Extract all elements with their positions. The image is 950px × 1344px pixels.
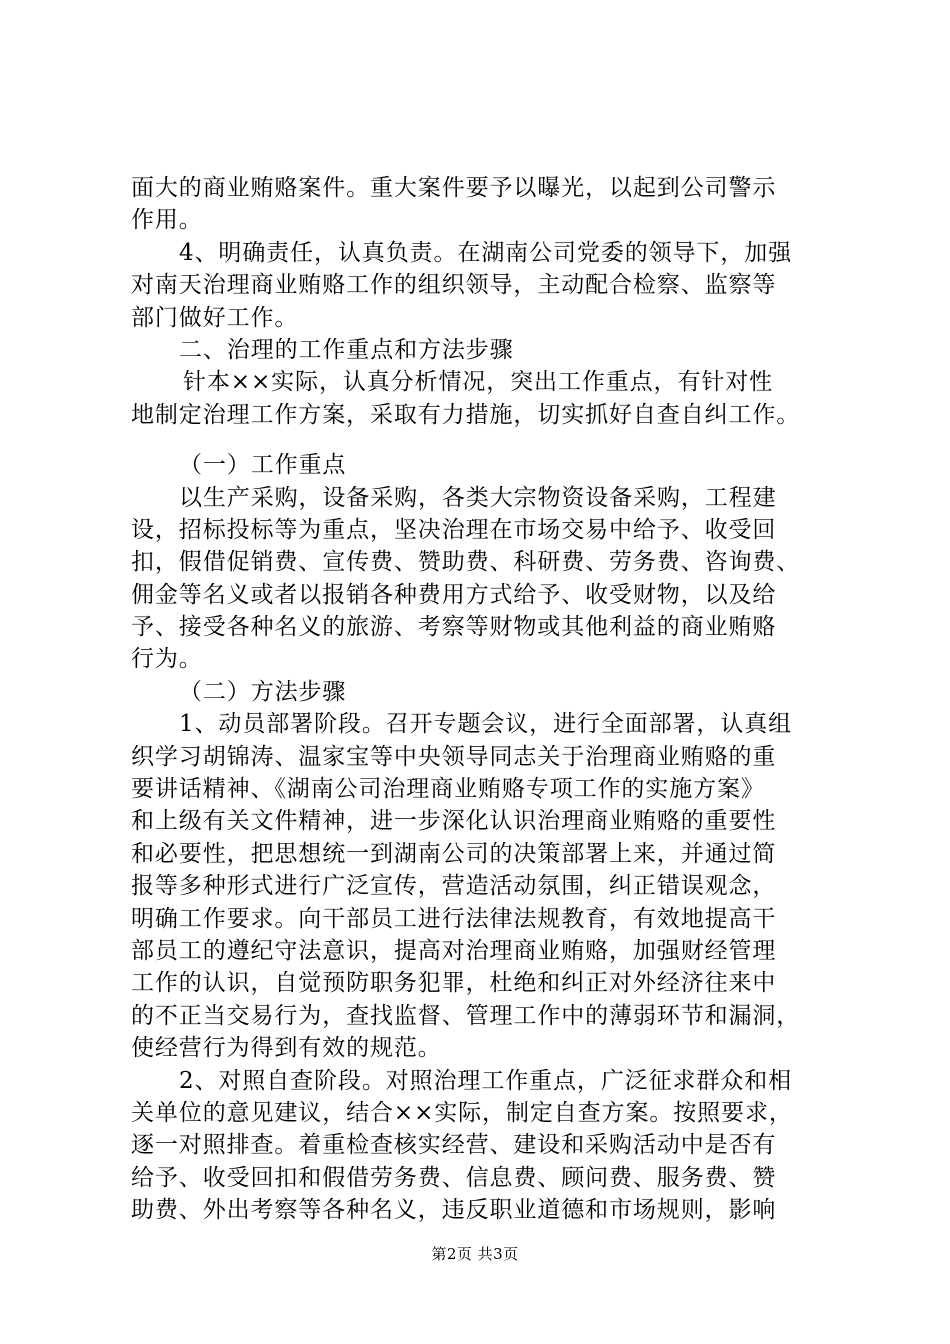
text-line: 行为。 — [131, 646, 203, 673]
text-line: 织学习胡锦涛、温家宝等中央领导同志关于治理商业贿赂的重 — [131, 743, 777, 770]
text-line: 工作的认识，自觉预防职务犯罪，杜绝和纠正对外经济往来中 — [131, 970, 777, 997]
page-footer: 第2页 共3页 — [431, 1245, 519, 1263]
text-line: 1、动员部署阶段。召开专题会议，进行全面部署，认真组 — [179, 711, 793, 738]
paragraph-gap — [131, 431, 831, 449]
text-line: 地制定治理工作方案，采取有力措施，切实抓好自查自纠工作。 — [131, 401, 801, 428]
text-line: 2、对照自查阶段。对照治理工作重点，广泛征求群众和相 — [179, 1067, 793, 1094]
document-body — [131, 172, 831, 1227]
text-line: 予、接受各种名义的旅游、考察等财物或其他利益的商业贿赂 — [131, 614, 777, 641]
text-line: 要讲话精神、《湖南公司治理商业贿赂专项工作的实施方案》 — [131, 776, 765, 803]
text-line: 佣金等名义或者以报销各种费用方式给予、收受财物，以及给 — [131, 581, 777, 608]
text-line: 的不正当交易行为，查找监督、管理工作中的薄弱环节和漏洞， — [131, 1002, 801, 1029]
text-line: 面大的商业贿赂案件。重大案件要予以曝光，以起到公司警示 — [131, 175, 777, 201]
text-line: 助费、外出考察等各种名义，违反职业道德和市场规则，影响 — [131, 1197, 777, 1224]
text-line: 报等多种形式进行广泛宣传，营造活动氛围，纠正错误观念， — [131, 873, 777, 900]
text-line: 使经营行为得到有效的规范。 — [131, 1035, 442, 1062]
text-line: 和必要性，把思想统一到湖南公司的决策部署上来，并通过简 — [131, 840, 777, 867]
text-line: 设，招标投标等为重点，坚决治理在市场交易中给予、收受回 — [131, 516, 777, 543]
text-line: 逐一对照排查。着重检查核实经营、建设和采购活动中是否有 — [131, 1132, 777, 1159]
text-line: 对南天治理商业贿赂工作的组织领导，主动配合检察、监察等 — [131, 272, 777, 299]
text-line: 针本××实际，认真分析情况，突出工作重点，有针对性 — [183, 369, 774, 396]
text-line: 明确工作要求。向干部员工进行法律法规教育，有效地提高干 — [131, 905, 777, 932]
subsection-heading: （一）工作重点 — [179, 452, 347, 479]
text-line: 部员工的遵纪守法意识，提高对治理商业贿赂，加强财经管理 — [131, 937, 777, 964]
text-line: 扣，假借促销费、宣传费、赞助费、科研费、劳务费、咨询费、 — [131, 549, 801, 576]
text-line: 以生产采购，设备采购，各类大宗物资设备采购，工程建 — [179, 484, 777, 511]
text-line: 和上级有关文件精神，进一步深化认识治理商业贿赂的重要性 — [131, 808, 777, 835]
text-line: 给予、收受回扣和假借劳务费、信息费、顾问费、服务费、赞 — [131, 1164, 777, 1191]
text-line: 作用。 — [131, 207, 203, 234]
text-line: 4、明确责任，认真负责。在湖南公司党委的领导下，加强 — [179, 239, 793, 266]
subsection-heading: （二）方法步骤 — [179, 678, 347, 705]
text-line: 关单位的意见建议，结合××实际，制定自查方案。按照要求， — [131, 1099, 793, 1126]
section-heading: 二、治理的工作重点和方法步骤 — [179, 336, 514, 363]
text-line: 部门做好工作。 — [131, 304, 299, 331]
